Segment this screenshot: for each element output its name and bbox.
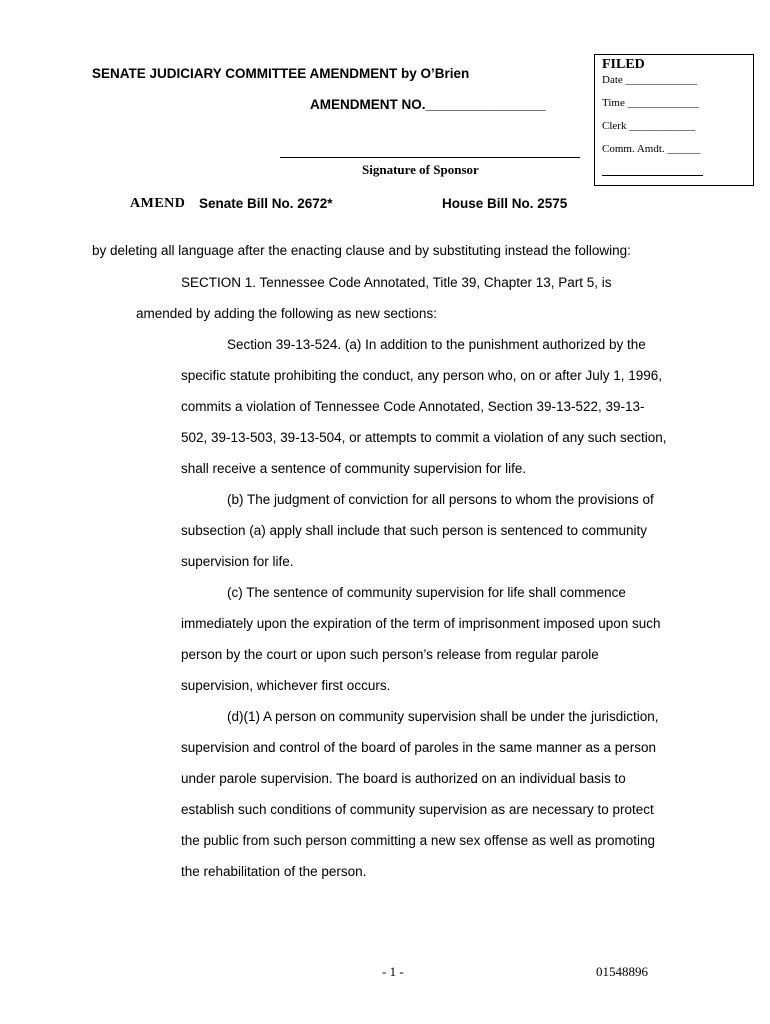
house-bill-number: House Bill No. 2575: [442, 196, 568, 211]
body-line: (c) The sentence of community supervision for life shall commence: [227, 585, 626, 600]
body-line: subsection (a) apply shall include that such person is sentenced to community: [181, 523, 648, 538]
body-line: (b) The judgment of conviction for all persons to whom the provisions of: [227, 492, 654, 507]
body-line: under parole supervision. The board is authorized on an individual basis to: [181, 771, 626, 786]
body-line: commits a violation of Tennessee Code Annotated, Section 39-13-522, 39-13-: [181, 399, 645, 414]
signature-line: [280, 157, 580, 158]
filed-date: Date _____________: [602, 74, 698, 86]
body-line: the rehabilitation of the person.: [181, 864, 367, 879]
body-line: supervision, whichever first occurs.: [181, 678, 391, 693]
document-number: 01548896: [596, 964, 648, 979]
amendment-title: SENATE JUDICIARY COMMITTEE AMENDMENT by O’Brien: [92, 66, 470, 81]
body-line: specific statute prohibiting the conduct, any person who, on or after July 1, 1996,: [181, 368, 663, 383]
body-line: SECTION 1. Tennessee Code Annotated, Title 39, Chapter 13, Part 5, is: [181, 275, 612, 290]
body-line: shall receive a sentence of community supervision for life.: [181, 461, 527, 476]
body-line: the public from such person committing a new sex offense as well as promoting: [181, 833, 655, 848]
body-line: supervision for life.: [181, 554, 294, 569]
body-line: supervision and control of the board of paroles in the same manner as a person: [181, 740, 657, 755]
body-line: immediately upon the expiration of the term of imprisonment imposed upon such: [181, 616, 661, 631]
filed-box: [594, 54, 754, 186]
body-line: 502, 39-13-503, 39-13-504, or attempts to commit a violation of any such section,: [181, 430, 667, 445]
filed-title: FILED: [602, 57, 645, 72]
body-line: Section 39-13-524. (a) In addition to the punishment authorized by the: [227, 337, 646, 352]
amend-label: AMEND: [130, 196, 186, 211]
body-line: amended by adding the following as new sections:: [136, 306, 437, 321]
senate-bill-number: Senate Bill No. 2672*: [199, 196, 333, 211]
filed-time: Time _____________: [602, 97, 700, 109]
signature-label: Signature of Sponsor: [362, 162, 479, 177]
amendment-number: AMENDMENT NO.________________: [310, 97, 546, 112]
body-line: by deleting all language after the enacting clause and by substituting instead the following:: [92, 243, 631, 258]
body-line: (d)(1) A person on community supervision shall be under the jurisdiction,: [227, 709, 659, 724]
body-line: establish such conditions of community supervision as are necessary to protect: [181, 802, 654, 817]
page-number: - 1 -: [382, 964, 404, 979]
filed-comm-amdt: Comm. Amdt. ______: [602, 143, 701, 155]
body-line: person by the court or upon such person’s release from regular parole: [181, 647, 599, 662]
filed-blank-line: [602, 175, 703, 176]
filed-clerk: Clerk ____________: [602, 120, 696, 132]
